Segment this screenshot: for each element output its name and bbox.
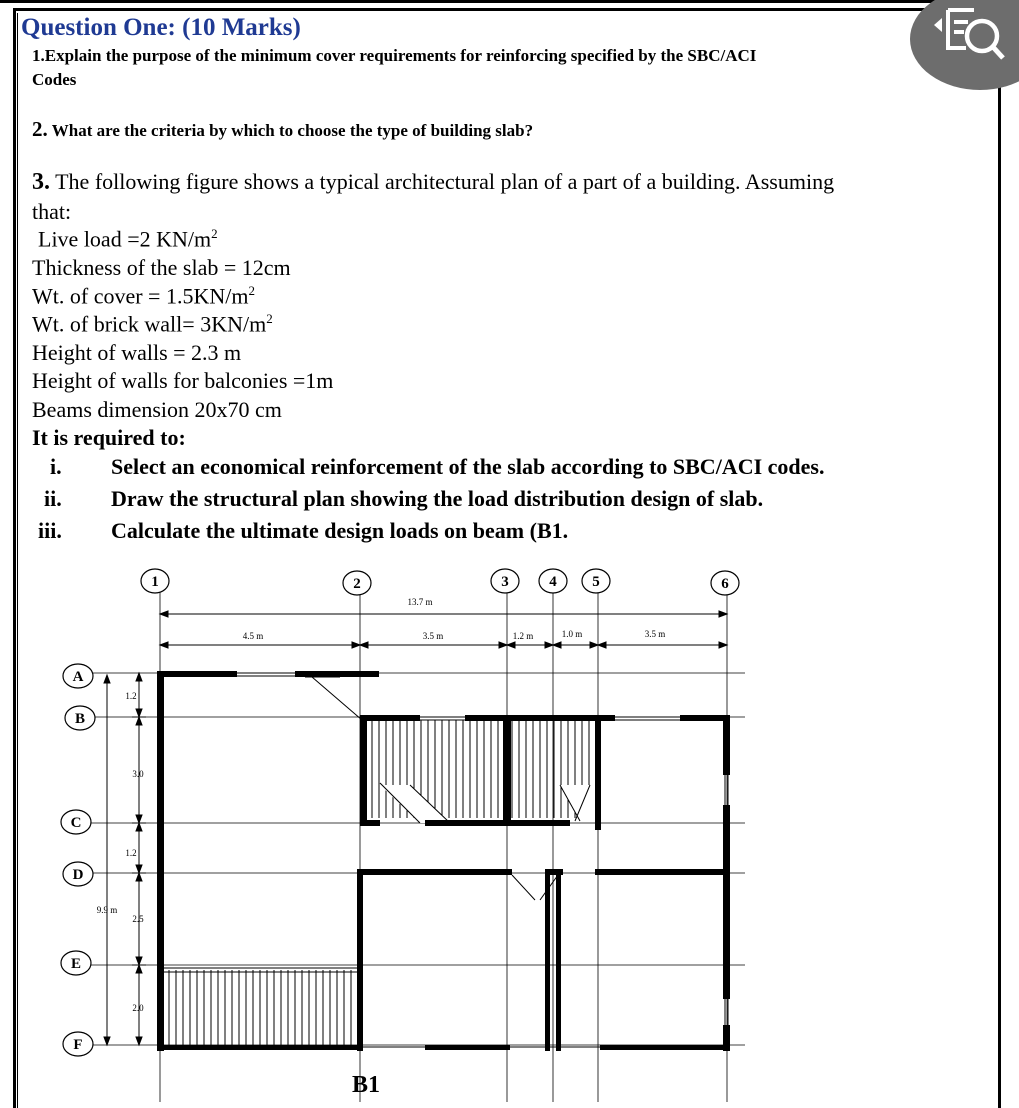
q2-text: What are the criteria by which to choose the type of building slab? [51, 121, 534, 140]
beam-label-b1: B1 [351, 1072, 381, 1098]
assumption-text: Live load =2 KN/m [38, 226, 212, 252]
column-label-6: 6 [721, 576, 729, 592]
q3-text: The following figure shows a typical architectural plan of a part of a building. Assuming [55, 169, 835, 194]
required-item-2-number: ii. [44, 486, 62, 511]
required-item-2-text: Draw the structural plan showing the load distribution design of slab. [111, 486, 764, 511]
assumption-item [32, 368, 333, 394]
horizontal-dimensions [160, 611, 727, 648]
row-label-b: B [74, 711, 86, 727]
assumption-text: Beams dimension 20x70 cm [32, 397, 282, 422]
assumption-text: Wt. of cover = 1.5KN/m [32, 283, 249, 309]
assumption-text: Height of walls = 2.3 m [32, 340, 242, 365]
required-item-3-text: Calculate the ultimate design loads on beam (B1. [111, 518, 569, 543]
q3-line2: that: [32, 199, 72, 224]
assumption-item [32, 255, 291, 281]
vertical-dimensions [104, 673, 146, 1045]
row-span-e-f: 2.0 [132, 1003, 144, 1013]
overall-height-label: 9.9 m [96, 905, 118, 915]
assumption-item [32, 283, 255, 309]
q2-number: 2. [32, 117, 48, 141]
row-label-d: D [72, 867, 84, 883]
assumption-item [32, 340, 241, 366]
assumption-text: Thickness of the slab = 12cm [32, 255, 291, 280]
q3-number: 3. [32, 169, 50, 195]
column-label-1: 1 [151, 574, 159, 590]
architectural-plan [0, 555, 1019, 1102]
assumption-item [32, 397, 282, 423]
row-label-c: C [70, 815, 82, 831]
q1-line2: Codes [32, 70, 77, 89]
column-label-5: 5 [592, 574, 600, 590]
span-label-3-4: 1.2 m [512, 631, 534, 641]
required-heading: It is required to: [32, 425, 186, 450]
assumption-text: Height of walls for balconies =1m [32, 368, 334, 393]
row-label-f: F [73, 1037, 83, 1053]
required-item-1-number: i. [50, 454, 62, 479]
column-bubbles [141, 569, 739, 595]
q2 [32, 117, 533, 142]
row-span-d-e: 2.5 [132, 914, 144, 924]
row-span-a-b: 1.2 [125, 691, 137, 701]
assumption-superscript: 2 [248, 283, 255, 298]
overall-width-label: 13.7 m [407, 597, 433, 607]
assumption-item [32, 311, 273, 337]
assumption-text: Wt. of brick wall= 3KN/m [32, 311, 267, 337]
assumption-superscript: 2 [211, 226, 218, 241]
row-span-c-d: 1.2 [125, 848, 137, 858]
row-span-b-c: 3.0 [132, 769, 144, 779]
column-label-2: 2 [353, 576, 361, 592]
zoom-search-icon[interactable] [944, 6, 1006, 64]
row-label-a: A [72, 669, 84, 685]
required-item-3-number: iii. [38, 518, 62, 543]
span-label-1-2: 4.5 m [242, 631, 264, 641]
span-label-5-6: 3.5 m [644, 629, 666, 639]
assumption-item [38, 226, 218, 252]
question-title: Question One: (10 Marks) [21, 14, 301, 41]
row-label-e: E [70, 956, 82, 972]
span-label-2-3: 3.5 m [422, 631, 444, 641]
assumption-superscript: 2 [266, 311, 273, 326]
span-label-4-5: 1.0 m [561, 629, 583, 639]
q3-line1 [32, 169, 834, 196]
q1-line1: 1.Explain the purpose of the minimum cover requirements for reinforcing specified by the SBC/ACI [32, 46, 757, 65]
balcony-hatching [164, 720, 597, 1046]
column-label-3: 3 [501, 574, 509, 590]
column-label-4: 4 [549, 574, 557, 590]
collapse-arrow-icon[interactable] [934, 18, 942, 32]
required-item-1-text: Select an economical reinforcement of the slab according to SBC/ACI codes. [111, 454, 825, 479]
